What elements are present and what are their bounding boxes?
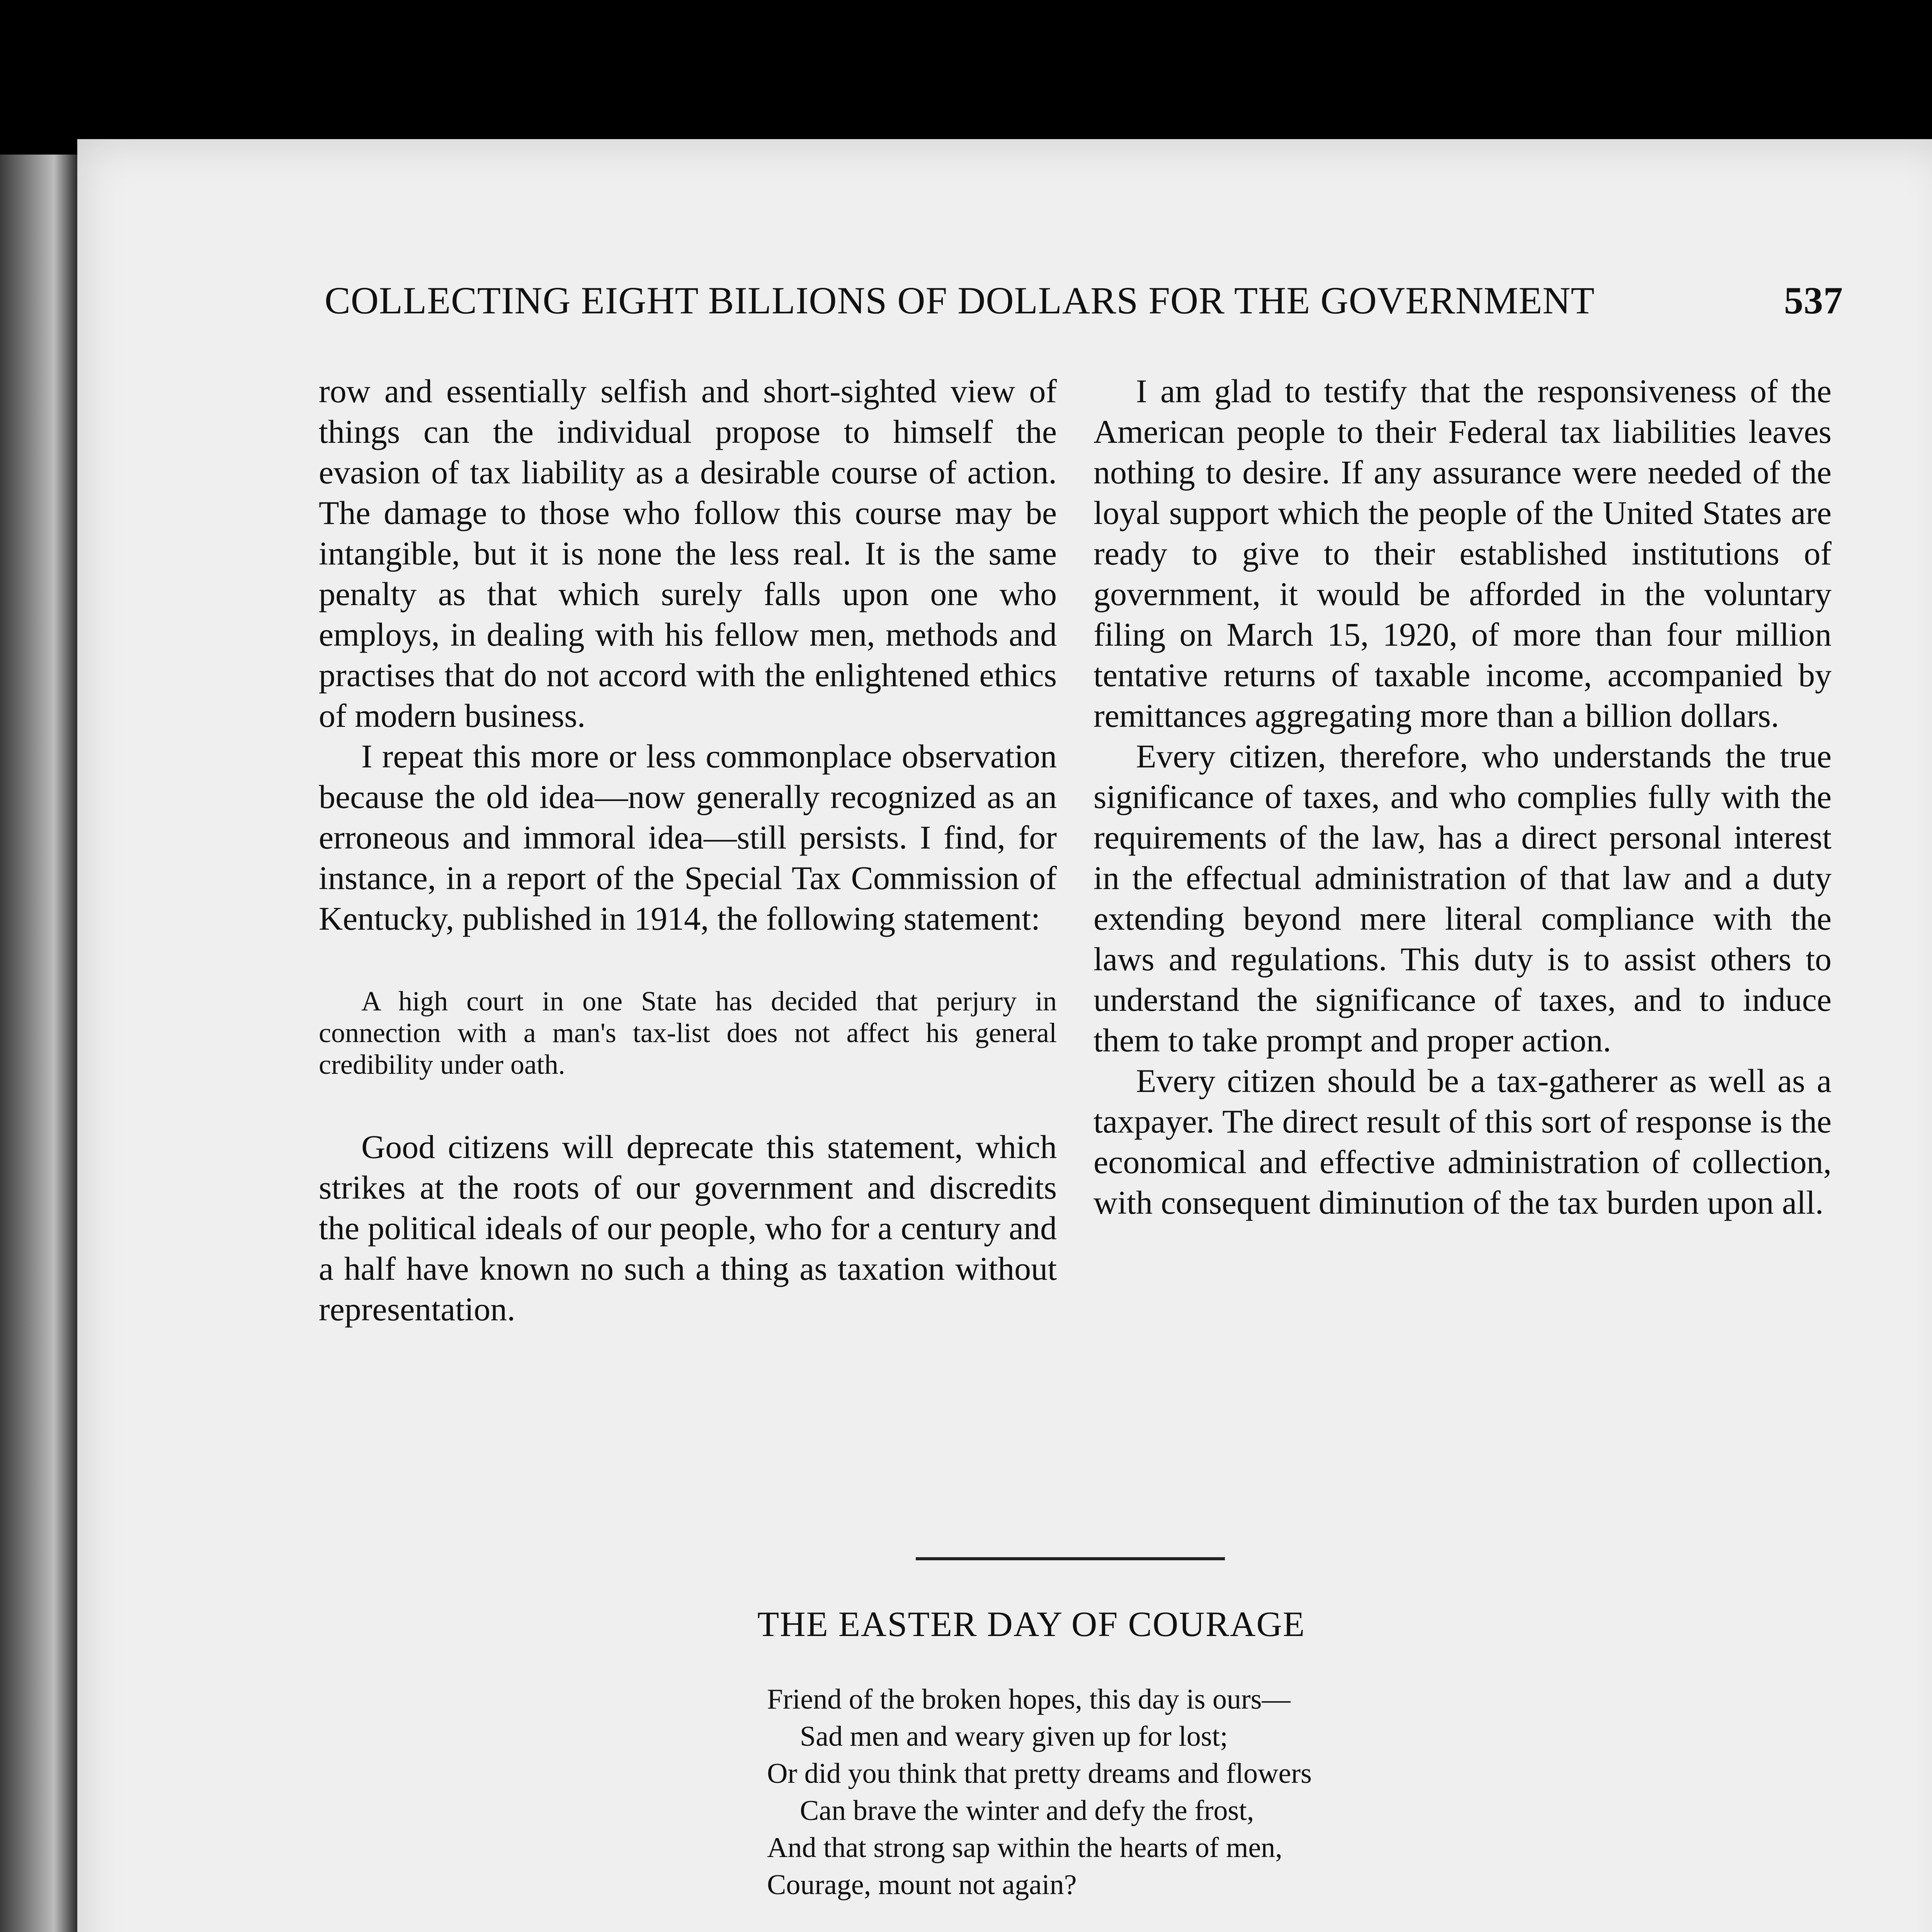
right-paragraph-2: Every citizen, therefore, who understands the true significance of taxes, and who complies fully with the requirements of the law, has a direct personal interest in the effectual administration of that law and a duty extending beyond mere literal compliance with the laws and regulations. This duty is to assist others to understand the significance of taxes, and to induce them to take prompt and proper action.: [1094, 738, 1832, 1059]
poem-line: Friend of the broken hopes, this day is ours—: [767, 1684, 1291, 1715]
previous-page-edge: [0, 155, 77, 1932]
poem-line: Can brave the winter and defy the frost,: [800, 1795, 1254, 1827]
poem-line: Or did you think that pretty dreams and flowers: [767, 1758, 1312, 1789]
poem: [767, 1681, 1907, 1932]
right-paragraph-1: I am glad to testify that the responsiveness of the American people to their Federal tax liabilities leaves nothing to desire. If any assurance were needed of the loyal support which the people of the United States are ready to give to their established institutions of government, it would be afforded in the voluntary filing on March 15, 1920, of more than four million tentative returns of taxable income, accompanied by remittances aggregating more than a billion dollars.: [1094, 372, 1832, 734]
right-column: [1094, 371, 1832, 1223]
poem-title: THE EASTER DAY OF COURAGE: [757, 1604, 1306, 1644]
poem-line: And that strong sap within the hearts of men,: [767, 1832, 1282, 1864]
section-divider: [916, 1557, 1225, 1560]
left-paragraph-1: row and essentially selfish and short-sighted view of things can the individual propose to himself the evasion of tax liability as a desirable course of action. The damage to those who follow this course may be intangible, but it is none the less real. It is the same penalty as that which surely falls upon one who employs, in dealing with his fellow men, methods and practises that do not accord with the enlightened ethics of modern business.: [319, 372, 1057, 734]
poem-line: Sad men and weary given up for lost;: [800, 1721, 1228, 1752]
page-number: 537: [1784, 279, 1843, 322]
left-paragraph-2: I repeat this more or less commonplace observation because the old idea—now generally recognized as an erroneous and immoral idea—still persists. I find, for instance, in a report of the Special Tax Commission of Kentucky, published in 1914, the following statement:: [319, 738, 1057, 937]
running-head: [325, 278, 1843, 323]
poem-line: Courage, mount not again?: [767, 1869, 1077, 1901]
left-column: [319, 371, 1057, 1330]
left-paragraph-3: Good citizens will deprecate this statement, which strikes at the roots of our government and discredits the political ideals of our people, who for a century and a half have known no such a thing as taxation without representation.: [319, 1128, 1057, 1328]
running-head-title: COLLECTING EIGHT BILLIONS OF DOLLARS FOR THE GOVERNMENT: [325, 279, 1595, 322]
stanza-1: [767, 1681, 1907, 1903]
block-quote: A high court in one State has decided that perjury in connection with a man's tax-list does not affect his general credibility under oath.: [319, 986, 1057, 1080]
right-paragraph-3: Every citizen should be a tax-gatherer as well as a taxpayer. The direct result of this sort of response is the economical and effective administration of collection, with consequent diminution of the tax burden upon all.: [1094, 1062, 1832, 1221]
